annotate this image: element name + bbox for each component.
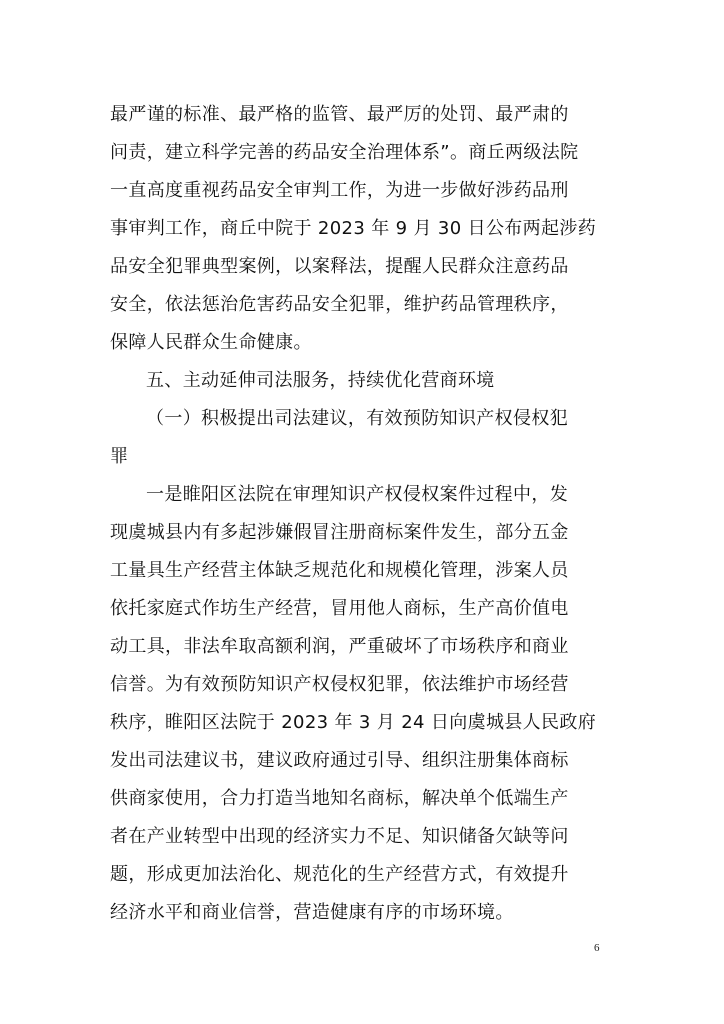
text-line: 秩序，睢阳区法院于 2023 年 3 月 24 日向虞城县人民政府 xyxy=(110,712,597,733)
text-line: 发出司法建议书，建议政府通过引导、组织注册集体商标 xyxy=(110,750,569,771)
subsection-heading: （一）积极提出司法建议，有效预防知识产权侵权犯 xyxy=(146,408,569,429)
text-line: 工量具生产经营主体缺乏规范化和规模化管理，涉案人员 xyxy=(110,560,569,581)
text-line: 动工具，非法牟取高额利润，严重破坏了市场秩序和商业 xyxy=(110,636,569,657)
paragraph-first-line: 一是睢阳区法院在审理知识产权侵权案件过程中，发 xyxy=(146,484,569,505)
text-line: 事审判工作，商丘中院于 2023 年 9 月 30 日公布两起涉药 xyxy=(110,218,597,239)
text-line: 问责，建立科学完善的药品安全治理体系”。商丘两级法院 xyxy=(110,142,579,163)
page-number: 6 xyxy=(594,942,600,954)
text-line: 最严谨的标准、最严格的监管、最严厉的处罚、最严肃的 xyxy=(110,104,569,125)
text-line: 保障人民群众生命健康。 xyxy=(110,332,312,353)
text-line: 信誉。为有效预防知识产权侵权犯罪，依法维护市场经营 xyxy=(110,674,569,695)
text-line: 题，形成更加法治化、规范化的生产经营方式，有效提升 xyxy=(110,864,569,885)
text-line: 依托家庭式作坊生产经营，冒用他人商标，生产高价值电 xyxy=(110,598,569,619)
text-line: 安全，依法惩治危害药品安全犯罪，维护药品管理秩序， xyxy=(110,294,569,315)
text-line: 经济水平和商业信誉，营造健康有序的市场环境。 xyxy=(110,902,514,923)
text-line: 者在产业转型中出现的经济实力不足、知识储备欠缺等问 xyxy=(110,826,569,847)
text-line: 一直高度重视药品安全审判工作，为进一步做好涉药品刑 xyxy=(110,180,569,201)
subsection-heading-continued: 罪 xyxy=(110,446,129,467)
text-line: 供商家使用，合力打造当地知名商标，解决单个低端生产 xyxy=(110,788,569,809)
text-line: 现虞城县内有多起涉嫌假冒注册商标案件发生，部分五金 xyxy=(110,522,569,543)
text-line: 品安全犯罪典型案例，以案释法，提醒人民群众注意药品 xyxy=(110,256,569,277)
body-text xyxy=(110,96,610,932)
section-heading: 五、主动延伸司法服务，持续优化营商环境 xyxy=(146,370,495,391)
